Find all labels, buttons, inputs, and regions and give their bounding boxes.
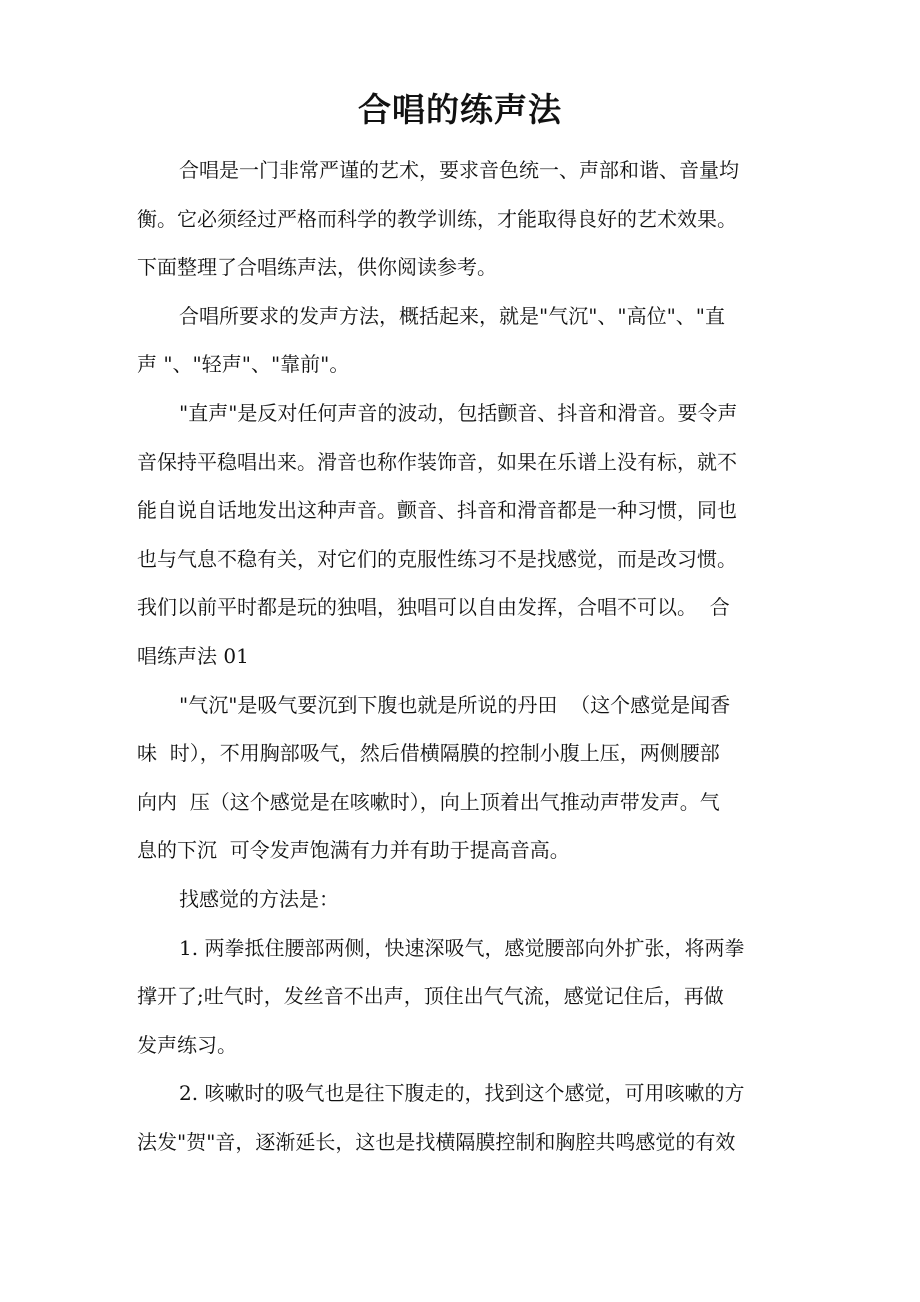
text-line: 合唱是一门非常严谨的艺术，要求音色统一、声部和谐、音量均	[179, 158, 739, 182]
text-line: 音保持平稳唱出来。滑音也称作装饰音，如果在乐谱上没有标，就不	[137, 449, 737, 474]
text-line: 能自说自话地发出这种声音。颤音、抖音和滑音都是一种习惯，同也	[137, 498, 737, 523]
text-line: 衡。它必须经过严格而科学的教学训练，才能取得良好的艺术效果。	[137, 206, 737, 231]
text-line: 息的下沉 可令发声饱满有力并有助于提高音高。	[137, 838, 570, 863]
text-line: 味 时），不用胸部吸气，然后借横隔膜的控制小腹上压，两侧腰部	[137, 741, 720, 766]
text-line: 合唱所要求的发声方法，概括起来，就是"气沉"、"高位"、"直	[179, 303, 725, 328]
text-line: "气沉"是吸气要沉到下腹也就是所说的丹田 （这个感觉是闻香	[179, 692, 731, 717]
text-line: 唱练声法 01	[137, 643, 249, 668]
document-body	[137, 146, 797, 1166]
text-line: 发声练习。	[137, 1032, 237, 1057]
text-line: 下面整理了合唱练声法，供你阅读参考。	[137, 255, 497, 280]
document-title: 合唱的练声法	[358, 90, 562, 129]
text-line: 声 "、"轻声"、"靠前"。	[137, 352, 350, 377]
text-line: 也与气息不稳有关，对它们的克服性练习不是找感觉，而是改习惯。	[137, 546, 737, 571]
text-line: 2. 咳嗽时的吸气也是往下腹走的，找到这个感觉，可用咳嗽的方	[179, 1081, 745, 1106]
text-line: 法发"贺"音，逐渐延长，这也是找横隔膜控制和胸腔共鸣感觉的有效	[137, 1129, 736, 1154]
text-line: 撑开了;吐气时，发丝音不出声，顶住出气气流，感觉记住后，再做	[137, 984, 724, 1009]
text-line: 我们以前平时都是玩的独唱，独唱可以自由发挥，合唱不可以。 合	[137, 595, 730, 620]
text-line: "直声"是反对任何声音的波动，包括颤音、抖音和滑音。要令声	[179, 400, 738, 425]
text-line: 1. 两拳抵住腰部两侧，快速深吸气，感觉腰部向外扩张，将两拳	[179, 935, 745, 960]
text-line: 向内 压（这个感觉是在咳嗽时），向上顶着出气推动声带发声。气	[137, 789, 720, 814]
text-line: 找感觉的方法是：	[179, 886, 339, 911]
